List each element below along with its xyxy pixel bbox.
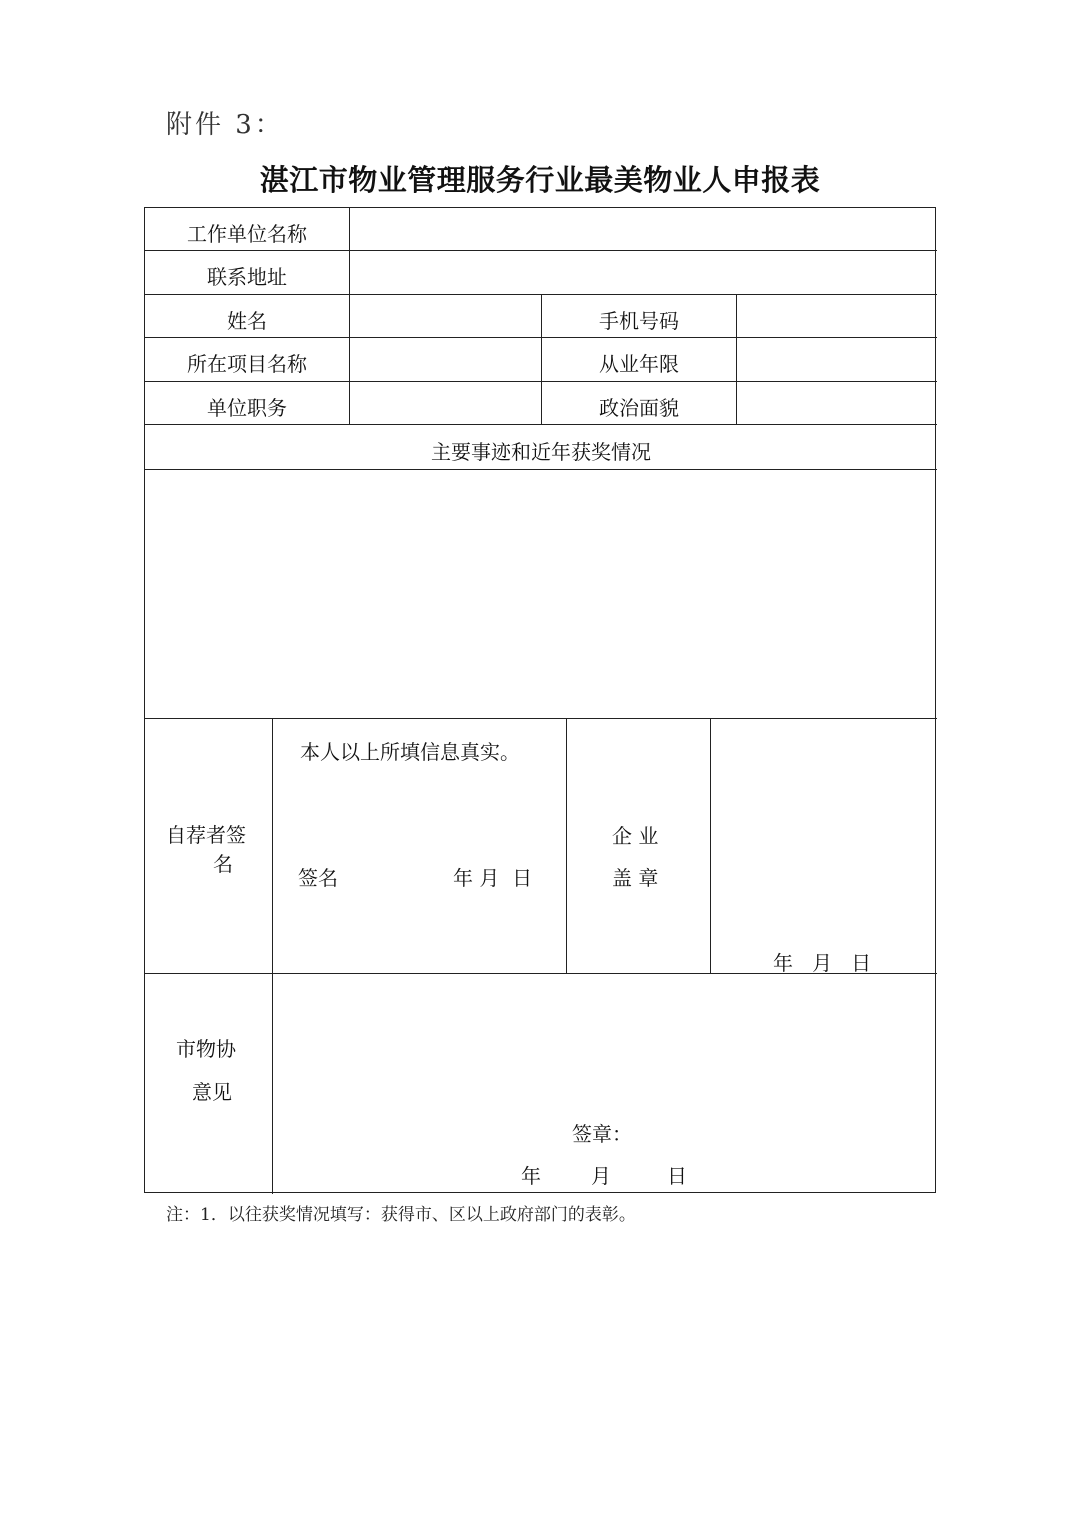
work-unit-label: 工作单位名称: [187, 221, 307, 246]
attachment-label: 附件 3：: [166, 110, 284, 140]
achievements-label: 主要事迹和近年获奖情况: [431, 439, 651, 464]
achievements-field[interactable]: [145, 470, 937, 718]
association-date-year: 年: [521, 1164, 541, 1188]
political-label: 政治面貌: [599, 395, 679, 420]
footnote: 注：1．以往获奖情况填写：获得市、区以上政府部门的表彰。: [166, 1205, 636, 1225]
political-field[interactable]: [737, 382, 937, 424]
association-date-day: 日: [667, 1164, 687, 1188]
phone-field[interactable]: [737, 295, 937, 337]
work-unit-field[interactable]: [350, 208, 937, 250]
self-sign-sign-label: 签名: [298, 866, 338, 890]
self-sign-statement: 本人以上所填信息真实。: [300, 740, 520, 764]
address-label: 联系地址: [207, 265, 287, 289]
page-title: 湛江市物业管理服务行业最美物业人申报表: [259, 163, 821, 197]
name-field[interactable]: [350, 295, 541, 337]
company-seal-date: 年 月 日: [773, 951, 872, 975]
position-label: 单位职务: [207, 395, 287, 420]
address-field[interactable]: [350, 251, 937, 294]
name-label: 姓名: [227, 308, 267, 333]
association-date-month: 月: [591, 1164, 611, 1188]
self-sign-label-line1: 自荐者签: [166, 823, 246, 847]
years-field[interactable]: [737, 338, 937, 381]
association-seal-label: 签章：: [572, 1122, 632, 1146]
project-field[interactable]: [350, 338, 541, 381]
company-seal-line2: 盖 章: [612, 866, 659, 890]
self-sign-date: 年 月 日: [453, 866, 533, 890]
company-seal-line1: 企 业: [612, 824, 659, 848]
years-label: 从业年限: [599, 352, 679, 376]
phone-label: 手机号码: [599, 308, 679, 333]
position-field[interactable]: [350, 382, 541, 424]
project-label: 所在项目名称: [187, 352, 307, 376]
association-label-line1: 市物协: [176, 1037, 236, 1061]
association-label-line2: 意见: [192, 1080, 232, 1104]
self-sign-label-line2: 名: [213, 852, 233, 876]
col-divider: [566, 718, 567, 973]
application-form: [144, 207, 936, 1193]
